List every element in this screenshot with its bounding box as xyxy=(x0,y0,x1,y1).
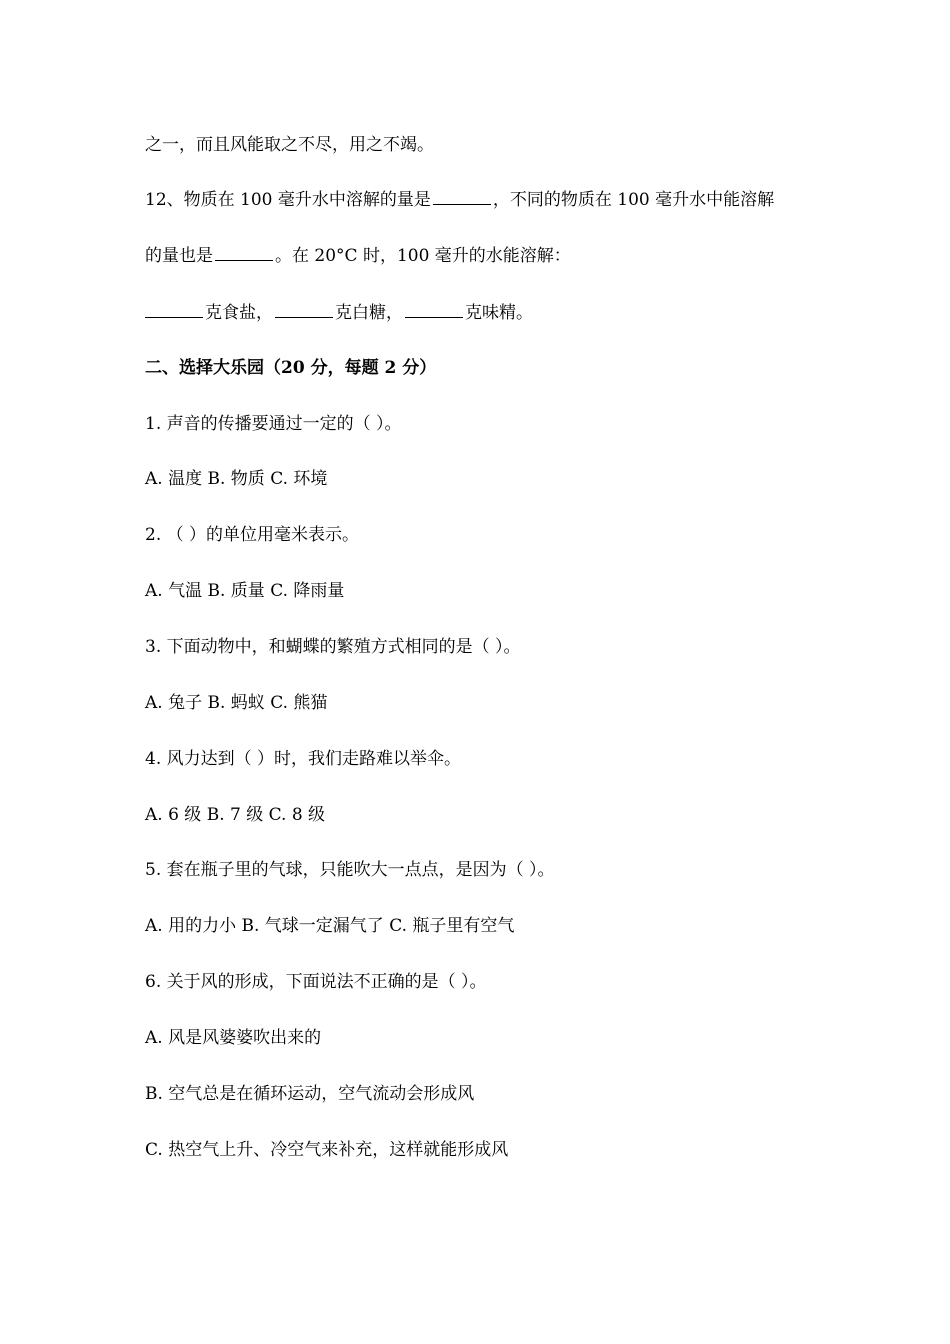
question-4-options: A. 6 级 B. 7 级 C. 8 级 xyxy=(145,805,326,825)
question-5-options: A. 用的力小 B. 气球一定漏气了 C. 瓶子里有空气 xyxy=(145,916,515,936)
q12-text-7: 克味精。 xyxy=(465,303,533,323)
fill-in-continuation: 之一，而且风能取之不尽，用之不竭。 xyxy=(145,135,434,155)
q12-text-2: ，不同的物质在 100 毫升水中能溶解 xyxy=(492,190,775,210)
q12-text-1: 12、物质在 100 毫升水中溶解的量是 xyxy=(145,190,431,210)
question-12-line-3 xyxy=(145,301,850,325)
question-6-stem: 6. 关于风的形成，下面说法不正确的是（ ）。 xyxy=(145,972,487,992)
question-3-options: A. 兔子 B. 蚂蚁 C. 熊猫 xyxy=(145,693,328,713)
question-2-options: A. 气温 B. 质量 C. 降雨量 xyxy=(145,581,345,601)
question-12-line-2 xyxy=(145,244,850,268)
answer-blank[interactable] xyxy=(433,190,491,205)
question-4-stem: 4. 风力达到（ ）时，我们走路难以举伞。 xyxy=(145,749,462,769)
answer-blank[interactable] xyxy=(275,303,333,318)
question-6-option-a: A. 风是风婆婆吹出来的 xyxy=(145,1028,322,1048)
answer-blank[interactable] xyxy=(405,303,463,318)
answer-blank[interactable] xyxy=(145,303,203,318)
question-6-option-b: B. 空气总是在循环运动，空气流动会形成风 xyxy=(145,1084,475,1104)
q12-text-6: 克白糖， xyxy=(335,303,403,323)
q12-text-4: 。在 20°C 时，100 毫升的水能溶解： xyxy=(275,246,571,266)
question-1-stem: 1. 声音的传播要通过一定的（ ）。 xyxy=(145,414,402,434)
question-5-stem: 5. 套在瓶子里的气球，只能吹大一点点，是因为（ ）。 xyxy=(145,860,555,880)
question-12-line-1 xyxy=(145,188,850,212)
section-2-heading: 二、选择大乐园（20 分，每题 2 分） xyxy=(145,358,437,378)
question-3-stem: 3. 下面动物中，和蝴蝶的繁殖方式相同的是（ ）。 xyxy=(145,637,521,657)
question-1-options: A. 温度 B. 物质 C. 环境 xyxy=(145,469,328,489)
q12-text-5: 克食盐， xyxy=(205,303,273,323)
answer-blank[interactable] xyxy=(215,246,273,261)
question-2-stem: 2. （ ）的单位用毫米表示。 xyxy=(145,525,360,545)
question-6-option-c: C. 热空气上升、冷空气来补充，这样就能形成风 xyxy=(145,1140,509,1160)
q12-text-3: 的量也是 xyxy=(145,246,213,266)
